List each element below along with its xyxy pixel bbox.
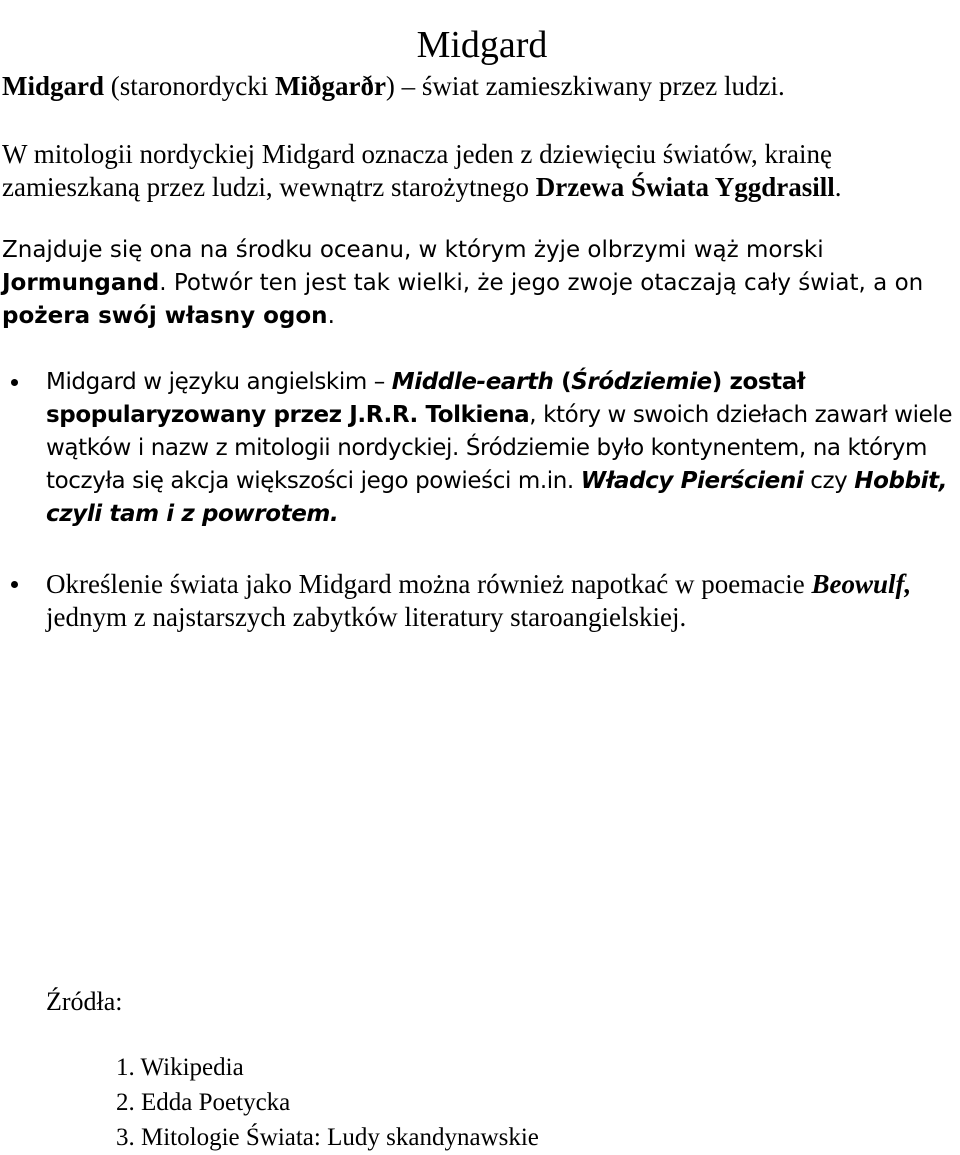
term-srodziemie: Śródziemie: [571, 369, 712, 395]
term-yggdrasill: Drzewa Świata Yggdrasill: [535, 172, 835, 202]
intro-paragraph: Midgard (staronordycki Miðgarðr) – świat zamieszkiwany przez ludzi.: [2, 71, 785, 101]
title-beowulf: Beowulf,: [811, 569, 912, 599]
source-item: 2. Edda Poetycka: [116, 1089, 291, 1116]
bullet-icon: [11, 379, 18, 386]
source-item: 1. Wikipedia: [116, 1054, 244, 1081]
sources-label: Źródła:: [46, 987, 123, 1016]
bullet-list-tolkien: [0, 366, 958, 531]
term-midgardr: Miðgarðr: [274, 71, 386, 101]
term-jormungand: Jormungand: [2, 270, 160, 296]
mythology-paragraph: W mitologii nordyckiej Midgard oznacza jeden z dziewięciu światów, krainę zamieszkaną przez ludzi, wewnątrz starożytnego Drzewa Świata Yggdrasill.: [2, 139, 842, 202]
term-midgard: Midgard: [2, 71, 105, 101]
bullet-list-beowulf: [0, 568, 958, 634]
term-middle-earth: Middle-earth: [391, 369, 554, 395]
bullet-icon: [11, 581, 18, 588]
page-title: Midgard: [416, 24, 548, 67]
tolkien-bold-text: ) został spopularyzowany przez J.R.R. Tolkiena: [46, 369, 806, 428]
title-wladcy-pierscieni: Władcy Pierścieni: [580, 468, 804, 494]
list-item: Midgard w języku angielskim – Middle-earth (Śródziemie) został spopularyzowany przez J.R.R. Tolkiena, który w swoich dziełach zawarł wiele wątków i nazw z mitologii nordyckiej. Śródziemie było kontynentem, na którym toczyła się akcja większości jego powieści m.in. Władcy Pierścieni czy Hobbit, czyli tam i z powrotem.: [0, 366, 958, 531]
term-ouroboros: pożera swój własny ogon: [2, 303, 328, 329]
sources-list: [116, 1050, 539, 1155]
list-item: Określenie świata jako Midgard można również napotkać w poemacie Beowulf, jednym z najstarszych zabytków literatury staroangielskiej.: [0, 568, 958, 634]
title-hobbit: Hobbit, czyli tam i z powrotem.: [46, 468, 948, 527]
source-item: 3. Mitologie Świata: Ludy skandynawskie: [116, 1124, 539, 1151]
ocean-paragraph: Znajduje się ona na środku oceanu, w którym żyje olbrzymi wąż morski Jormungand. Potwór ten jest tak wielki, że jego zwoje otaczają cały świat, a on pożera swój własny ogon.: [2, 237, 924, 329]
